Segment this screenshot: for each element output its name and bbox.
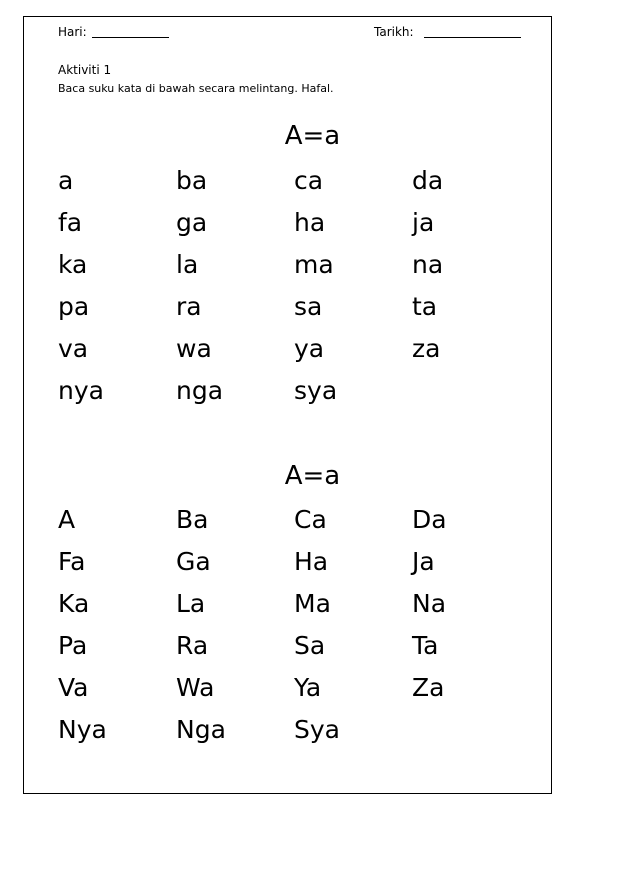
syllable: Sa [294, 631, 326, 660]
syllable: Pa [58, 631, 88, 660]
syllable: ja [412, 208, 435, 237]
syllable: Va [58, 673, 89, 702]
section-title-uppercase: A=a [284, 461, 341, 491]
syllable: Sya [294, 715, 340, 744]
syllable: ga [176, 208, 208, 237]
syllable: na [412, 250, 444, 279]
syllable: ha [294, 208, 326, 237]
date-label: Tarikh: [374, 25, 414, 39]
syllable: ba [176, 166, 208, 195]
syllable: Ba [176, 505, 209, 534]
syllable: Ja [412, 547, 435, 576]
syllable: da [412, 166, 444, 195]
syllable: ta [412, 292, 438, 321]
syllable: Ca [294, 505, 327, 534]
syllable: Ma [294, 589, 331, 618]
syllable: za [412, 334, 441, 363]
syllable: la [176, 250, 199, 279]
section-title-lowercase: A=a [284, 121, 341, 151]
date-blank-line [424, 37, 521, 38]
syllable: va [58, 334, 89, 363]
syllable: ma [294, 250, 334, 279]
syllable: ca [294, 166, 324, 195]
syllable: nya [58, 376, 104, 405]
activity-title: Aktiviti 1 [58, 63, 112, 77]
activity-instruction: Baca suku kata di bawah secara melintang. Hafal. [58, 82, 334, 95]
syllable: Za [412, 673, 445, 702]
day-label: Hari: [58, 25, 87, 39]
syllable: ra [176, 292, 202, 321]
syllable: Ta [412, 631, 439, 660]
syllable-empty [412, 370, 530, 412]
syllable: ka [58, 250, 88, 279]
syllable: wa [176, 334, 212, 363]
syllable: sa [294, 292, 323, 321]
syllable: pa [58, 292, 90, 321]
syllable: Ga [176, 547, 211, 576]
syllable: Na [412, 589, 447, 618]
syllable: La [176, 589, 206, 618]
syllable-grid-lowercase [58, 160, 538, 412]
syllable: nga [176, 376, 224, 405]
syllable: Ha [294, 547, 329, 576]
day-blank-line [92, 37, 169, 38]
syllable: Nga [176, 715, 226, 744]
syllable: ya [294, 334, 325, 363]
syllable: Nya [58, 715, 107, 744]
syllable: sya [294, 376, 338, 405]
syllable: a [58, 166, 74, 195]
syllable-grid-uppercase [58, 499, 538, 751]
syllable-empty [412, 709, 530, 751]
syllable: Wa [176, 673, 215, 702]
syllable: Da [412, 505, 447, 534]
syllable: fa [58, 208, 83, 237]
syllable: Ka [58, 589, 90, 618]
syllable: Ra [176, 631, 209, 660]
syllable: Ya [294, 673, 322, 702]
syllable: A [58, 505, 76, 534]
worksheet-page [23, 16, 552, 794]
syllable: Fa [58, 547, 86, 576]
